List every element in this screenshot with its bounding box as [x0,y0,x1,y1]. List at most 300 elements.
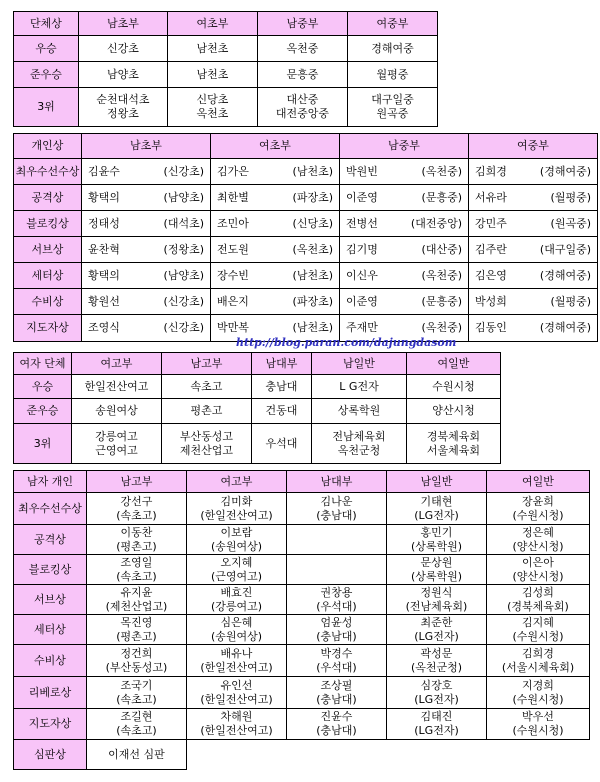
person-name: 주재만 [346,321,378,334]
table-cell [162,375,252,399]
affiliation: (경해여중) [539,268,591,282]
name-affiliation [340,243,468,257]
cell-line: 유지윤 [120,585,153,599]
cell-line: 김희경 [522,646,554,660]
table-cell [469,159,598,185]
cell-line: (충남대) [316,692,357,706]
table-cell [287,525,387,555]
table-cell [82,263,211,289]
table-cell [72,375,162,399]
cell-line: (한일전산여고) [200,692,273,706]
cell-line: 신강초 [107,41,139,55]
table-row [14,399,501,424]
person-name: 박만복 [217,321,249,334]
name-affiliation [211,191,339,205]
cell-line: 김나운 [320,494,353,508]
row-label: 지도자상 [14,709,87,740]
table-cell [162,424,252,464]
cell-line: (양산시청) [512,539,564,553]
cell-line: (충남대) [316,508,357,522]
empty-cell [187,740,287,770]
row-label: 준우승 [14,62,79,88]
person-name: 김동인 [475,321,507,334]
table-cell [387,555,487,585]
table-cell [487,709,590,740]
cell-line: 곽성문 [420,646,453,660]
table-cell [407,399,501,424]
table-cell [79,36,168,62]
cell-line: 조상필 [320,678,353,692]
team-awards-adult-table [13,352,501,464]
column-header: 남중부 [258,12,348,36]
table-cell [87,677,187,709]
column-header: 남고부 [162,353,252,375]
name-affiliation [469,295,597,309]
table-cell [82,289,211,315]
cell-line: 남양초 [107,67,139,81]
affiliation: (대산중) [421,242,462,256]
cell-line: (LG전자) [414,692,459,706]
table-cell [407,375,501,399]
table-cell [79,62,168,88]
table-cell [87,615,187,645]
table-cell [211,289,340,315]
person-name: 조영식 [88,321,120,334]
affiliation: (원곡중) [550,216,591,230]
table-cell [387,525,487,555]
cell-line: (양산시청) [512,569,564,583]
row-label: 서브상 [14,237,82,263]
affiliation: (옥천중) [421,321,462,334]
cell-line: 근영여고 [95,443,138,457]
cell-line: (한일전산여고) [200,724,273,737]
table-cell [348,62,438,88]
table-cell [407,424,501,464]
table-cell [312,424,407,464]
table-cell [387,645,487,677]
table-cell [469,211,598,237]
cell-line: 심은혜 [220,615,253,629]
name-affiliation [469,217,597,231]
table-cell [187,709,287,740]
person-name: 이준영 [346,294,378,308]
cell-line: L G전자 [339,379,379,393]
cell-line: (속초고) [116,724,157,737]
table-cell [287,677,387,709]
affiliation: (신강초) [163,164,204,178]
row-label: 심판상 [14,740,87,770]
table-row [14,211,598,237]
table-cell [340,263,469,289]
cell-line: 조국기 [120,678,153,692]
cell-line: (강릉여고) [210,599,263,613]
cell-line: 이동찬 [120,525,153,539]
table-cell [340,185,469,211]
cell-line: 엄윤성 [320,615,353,629]
cell-line: 이재선 심판 [108,747,165,761]
affiliation: (신강초) [163,294,204,308]
row-label: 우승 [14,375,72,399]
cell-line: (충남대) [316,629,357,643]
person-name: 김은영 [475,268,507,282]
table-cell [252,375,312,399]
cell-line: 상록학원 [337,404,381,417]
cell-line: 대전중앙중 [275,107,330,120]
cell-line: (상록학원) [410,539,463,553]
cell-line: 서울체육회 [426,443,481,457]
table-cell [287,555,387,585]
name-affiliation [82,295,210,309]
cell-line: (수원시청) [512,629,564,643]
table-cell [287,709,387,740]
table-row [14,88,438,127]
cell-line: (평촌고) [116,629,157,643]
column-header: 여초부 [211,134,340,159]
table-cell [340,159,469,185]
affiliation: (파장초) [292,294,333,308]
table-cell [187,493,287,525]
table-cell [72,424,162,464]
cell-line: 권창용 [320,585,353,599]
table-row [14,185,598,211]
table-cell [187,585,287,615]
name-affiliation [82,217,210,231]
cell-line: 건동대 [265,404,298,417]
cell-line: 최준한 [420,615,453,629]
name-affiliation [340,165,468,179]
table-cell [211,159,340,185]
table-cell [258,88,348,127]
table-cell [187,525,287,555]
cell-line: 남천초 [196,41,229,55]
cell-line: 장윤희 [522,494,554,508]
cell-line: (수원시청) [512,508,564,522]
name-affiliation [340,217,468,231]
table-cell [469,289,598,315]
table-cell [79,88,168,127]
cell-line: 오지혜 [220,555,253,569]
name-affiliation [469,243,597,257]
table-row [14,615,590,645]
table-cell [312,399,407,424]
cell-line: 송원여상 [95,404,138,417]
table-cell [187,677,287,709]
column-header: 여고부 [187,471,287,493]
table-cell [211,263,340,289]
table-row [14,375,501,399]
row-label: 블로킹상 [14,211,82,237]
person-name: 강민주 [475,216,507,230]
table-row [14,62,438,88]
name-affiliation [469,321,597,335]
table-cell [469,237,598,263]
column-header: 남초부 [79,12,168,36]
cell-line: 옥천중 [286,41,319,55]
name-affiliation [211,243,339,257]
cell-line: 조영일 [120,555,153,569]
name-affiliation [340,295,468,309]
cell-line: 문상원 [420,555,453,569]
cell-line: 평촌고 [190,404,223,417]
table-cell [87,709,187,740]
cell-line: 양산시청 [432,404,475,417]
column-header: 남대부 [252,353,312,375]
table-cell [258,36,348,62]
row-label: 최우수선수상 [14,159,82,185]
affiliation: (신당초) [292,216,333,230]
table-cell [252,399,312,424]
table-cell [168,88,258,127]
name-affiliation [469,191,597,205]
affiliation: (옥천중) [421,164,462,178]
affiliation: (대구일중) [539,242,591,256]
person-name: 배은지 [217,294,249,308]
table-row [14,525,590,555]
affiliation: (파장초) [292,190,333,204]
table-cell [469,315,598,342]
cell-line: 신당초 [196,93,229,106]
name-affiliation [211,295,339,309]
table-cell [340,211,469,237]
table-cell [87,585,187,615]
table-row [14,555,590,585]
affiliation: (경해여중) [539,321,591,334]
table-cell [82,159,211,185]
table-cell [87,493,187,525]
row-label: 3위 [14,88,79,127]
person-name: 장수빈 [217,268,249,282]
cell-line: 기태현 [420,494,453,508]
row-label: 서브상 [14,585,87,615]
empty-cell [387,740,487,770]
person-name: 최한별 [217,190,249,204]
affiliation: (월평중) [550,190,591,204]
affiliation: (월평중) [550,294,591,308]
individual-awards-adult-table [13,470,590,770]
person-name: 김가은 [217,164,249,178]
table-row [14,289,598,315]
person-name: 윤찬혁 [88,242,120,256]
cell-line: 제천산업고 [179,443,234,457]
empty-cell [487,740,590,770]
table-cell [340,289,469,315]
affiliation: (남천초) [292,321,333,334]
cell-line: 원곡중 [376,107,409,120]
column-header: 여중부 [469,134,598,159]
cell-line: 강릉여고 [95,429,138,443]
person-name: 김희경 [475,164,507,178]
affiliation: (남양초) [163,190,204,204]
row-label: 세터상 [14,263,82,289]
table-cell [348,36,438,62]
cell-line: (송원여상) [210,629,263,643]
table-cell [487,493,590,525]
cell-line: 배효진 [220,585,253,599]
name-affiliation [469,269,597,283]
affiliation: (대전중앙) [410,216,462,230]
cell-line: (전남체육회) [405,599,468,613]
empty-cell [287,740,387,770]
cell-line: 전남체육회 [332,429,386,443]
cell-line: (한일전산여고) [200,508,273,522]
column-header: 여중부 [348,12,438,36]
cell-line: 문흥중 [286,67,319,81]
cell-line: (옥천군청) [410,660,463,674]
name-affiliation [340,191,468,205]
cell-line: 정원식 [420,585,453,599]
table-cell [82,315,211,342]
cell-line: (충남대) [316,724,357,737]
name-affiliation [211,269,339,283]
table-row [14,237,598,263]
cell-line: 충남대 [265,379,298,393]
column-header: 개인상 [14,134,82,159]
individual-awards-youth-table [13,133,598,342]
affiliation: (남양초) [163,268,204,282]
cell-line: (평촌고) [116,539,157,553]
table-row [14,36,438,62]
cell-line: (서울시체육회) [501,660,575,674]
table-cell [487,645,590,677]
name-affiliation [211,321,339,335]
header-row [14,134,598,159]
row-label: 준우승 [14,399,72,424]
table-cell [168,62,258,88]
column-header: 여초부 [168,12,258,36]
cell-line: 강선구 [120,494,153,508]
table-cell [469,263,598,289]
name-affiliation [340,321,468,335]
cell-line: 진윤수 [320,710,353,723]
cell-line: 대산중 [286,93,319,106]
table-cell [258,62,348,88]
person-name: 박성희 [475,294,507,308]
cell-line: 경북체육회 [426,429,481,443]
cell-line: 조길현 [120,710,153,723]
table-row [14,585,590,615]
table-cell [72,399,162,424]
cell-line: (속초고) [116,692,157,706]
cell-line: 한일전산여고 [84,379,149,393]
table-cell [469,185,598,211]
row-label: 3위 [14,424,72,464]
name-affiliation [82,165,210,179]
cell-line: (LG전자) [414,724,459,737]
affiliation: (문흥중) [421,294,462,308]
row-label: 블로킹상 [14,555,87,585]
table-row [14,424,501,464]
table-cell [168,36,258,62]
header-row [14,12,438,36]
cell-line: (제천산업고) [105,599,168,613]
cell-line: 이보람 [220,525,253,539]
affiliation: (경해여중) [539,164,591,178]
cell-line: 유인선 [220,678,253,692]
affiliation: (문흥중) [421,190,462,204]
affiliation: (남천초) [292,268,333,282]
person-name: 김기명 [346,242,378,256]
cell-line: 심장호 [420,678,453,692]
name-affiliation [211,217,339,231]
column-header: 여고부 [72,353,162,375]
table-cell [87,525,187,555]
cell-line: 홍민기 [420,525,453,539]
table-cell [82,211,211,237]
table-cell [211,211,340,237]
name-affiliation [82,243,210,257]
cell-line: (근영여고) [210,569,263,583]
affiliation: (대석초) [163,216,204,230]
column-header: 남대부 [287,471,387,493]
column-header: 남일반 [312,353,407,375]
table-cell [252,424,312,464]
table-cell [340,237,469,263]
table-cell [387,709,487,740]
person-name: 김윤수 [88,164,120,178]
person-name: 조민아 [217,216,249,230]
table-cell [387,615,487,645]
cell-line: 배유나 [220,646,253,660]
row-label: 최우수선수상 [14,493,87,525]
cell-line: 대구일중 [371,93,414,106]
row-label: 세터상 [14,615,87,645]
cell-line: 차해원 [220,710,253,723]
cell-line: 정은혜 [522,525,554,539]
table-row [14,677,590,709]
cell-line: (송원여상) [210,539,263,553]
table-row [14,159,598,185]
cell-line: (수원시청) [512,692,564,706]
person-name: 이신우 [346,268,378,282]
cell-line: 옥천초 [196,107,229,120]
table-cell [487,525,590,555]
table-cell [162,399,252,424]
row-label: 리베로상 [14,677,87,709]
person-name: 정태성 [88,216,120,230]
cell-line: 목진영 [120,615,153,629]
cell-line: 속초고 [190,379,223,393]
name-affiliation [82,269,210,283]
column-header: 남중부 [340,134,469,159]
cell-line: 경해여중 [371,41,414,55]
cell-line: (우석대) [316,599,357,613]
person-name: 전도원 [217,242,249,256]
table-cell [211,237,340,263]
cell-line: 김태진 [420,710,453,723]
column-header: 여일반 [487,471,590,493]
cell-line: (부산동성고) [105,660,168,674]
table-cell [187,615,287,645]
cell-line: 김성희 [522,585,554,599]
cell-line: (속초고) [116,569,157,583]
cell-line: 옥천군청 [337,443,381,457]
person-name: 서유라 [475,190,507,204]
cell-line: 남천초 [196,67,229,81]
affiliation: (남천초) [292,164,333,178]
header-row [14,471,590,493]
name-affiliation [211,165,339,179]
table-row [14,740,590,770]
table-row [14,645,590,677]
table-cell [387,493,487,525]
affiliation: (신강초) [163,321,204,334]
column-header: 단체상 [14,12,79,36]
table-row [14,493,590,525]
cell-line: 박경수 [320,646,353,660]
cell-line: 정왕초 [107,107,139,120]
cell-line: (경북체육회) [507,599,569,613]
person-name: 황원선 [88,294,120,308]
